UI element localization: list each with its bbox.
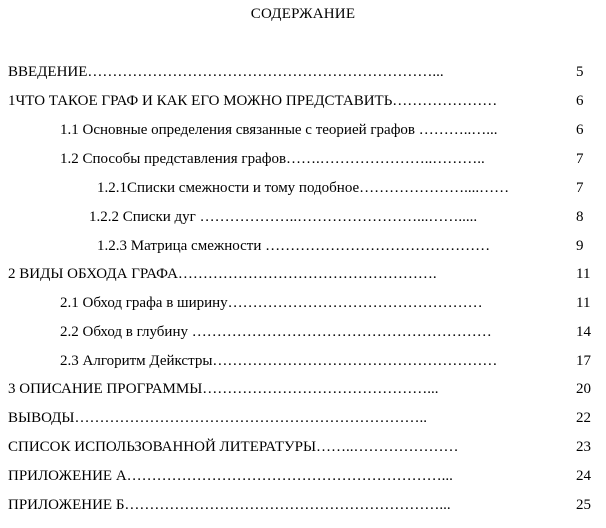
toc-entry-label: 1.1 Основные определения связанные с теорией графов ………..…... xyxy=(60,122,498,138)
toc-entry-label: 1.2 Способы представления графов…….…………………..……….. xyxy=(60,151,485,167)
toc-entry-label: 1.2.1Списки смежности и тому подобное…………………....…… xyxy=(97,180,510,196)
toc-entry-page: 11 xyxy=(576,295,591,311)
toc-entry-label: 1ЧТО ТАКОЕ ГРАФ И КАК ЕГО МОЖНО ПРЕДСТАВИТЬ………………… xyxy=(8,93,498,109)
toc-entry-label: 2.1 Обход графа в ширину…………………………………………… xyxy=(60,295,483,311)
toc-entry-label: СПИСОК ИСПОЛЬЗОВАННОЙ ЛИТЕРАТУРЫ……..………………… xyxy=(8,439,459,455)
toc-entry-page: 20 xyxy=(576,381,591,397)
toc-entry-introduction[interactable] xyxy=(0,62,606,82)
toc-entry-conclusions[interactable] xyxy=(0,408,606,428)
toc-entry-section-1-1[interactable] xyxy=(0,120,606,140)
toc-entry-appendix-b[interactable] xyxy=(0,495,606,515)
toc-entry-page: 6 xyxy=(576,122,584,138)
toc-entry-label: 2.2 Обход в глубину …………………………………………………… xyxy=(60,324,492,340)
toc-entry-section-1-2-2[interactable] xyxy=(0,207,606,227)
toc-entry-section-1-2-3[interactable] xyxy=(0,236,606,256)
page-title: СОДЕРЖАНИЕ xyxy=(250,6,356,22)
toc-entry-page: 23 xyxy=(576,439,591,455)
toc-entry-label: 3 ОПИСАНИЕ ПРОГРАММЫ………………………………………... xyxy=(8,381,439,397)
toc-entry-page: 11 xyxy=(576,266,591,282)
toc-entry-page: 25 xyxy=(576,497,591,513)
toc-entry-appendix-a[interactable] xyxy=(0,466,606,486)
toc-entry-chapter-1[interactable] xyxy=(0,91,606,111)
toc-entry-label: ВЫВОДЫ…………………………………………………………….. xyxy=(8,410,427,426)
toc-entry-label: 1.2.3 Матрица смежности ……………………………………… xyxy=(97,238,491,254)
toc-entry-page: 14 xyxy=(576,324,591,340)
toc-entry-page: 8 xyxy=(576,209,584,225)
toc-entry-label: ВВЕДЕНИЕ……………………………………………………………... xyxy=(8,64,444,80)
toc-entry-page: 24 xyxy=(576,468,591,484)
toc-entry-label: 1.2.2 Списки дуг ………………..……………………...……..... xyxy=(89,209,478,225)
toc-entry-section-2-1[interactable] xyxy=(0,293,606,313)
toc-entry-chapter-3[interactable] xyxy=(0,379,606,399)
toc-entry-section-2-2[interactable] xyxy=(0,322,606,342)
toc-entry-section-2-3[interactable] xyxy=(0,351,606,371)
toc-entry-section-1-2[interactable] xyxy=(0,149,606,169)
toc-entry-section-1-2-1[interactable] xyxy=(0,178,606,198)
toc-entry-label: ПРИЛОЖЕНИЕ Б………………………………………………………... xyxy=(8,497,451,513)
toc-entry-page: 7 xyxy=(576,180,584,196)
toc-entry-chapter-2[interactable] xyxy=(0,264,606,284)
toc-entry-label: 2.3 Алгоритм Дейкстры………………………………………………… xyxy=(60,353,498,369)
toc-entry-page: 17 xyxy=(576,353,591,369)
toc-entry-label: ПРИЛОЖЕНИЕ А………………………………………………………... xyxy=(8,468,453,484)
toc-entry-page: 9 xyxy=(576,238,584,254)
toc-entry-page: 5 xyxy=(576,64,584,80)
toc-entry-page: 6 xyxy=(576,93,584,109)
toc-entry-page: 22 xyxy=(576,410,591,426)
toc-entry-page: 7 xyxy=(576,151,584,167)
toc-entry-label: 2 ВИДЫ ОБХОДА ГРАФА……………………………………………. xyxy=(8,266,437,282)
toc-entry-references[interactable] xyxy=(0,437,606,457)
